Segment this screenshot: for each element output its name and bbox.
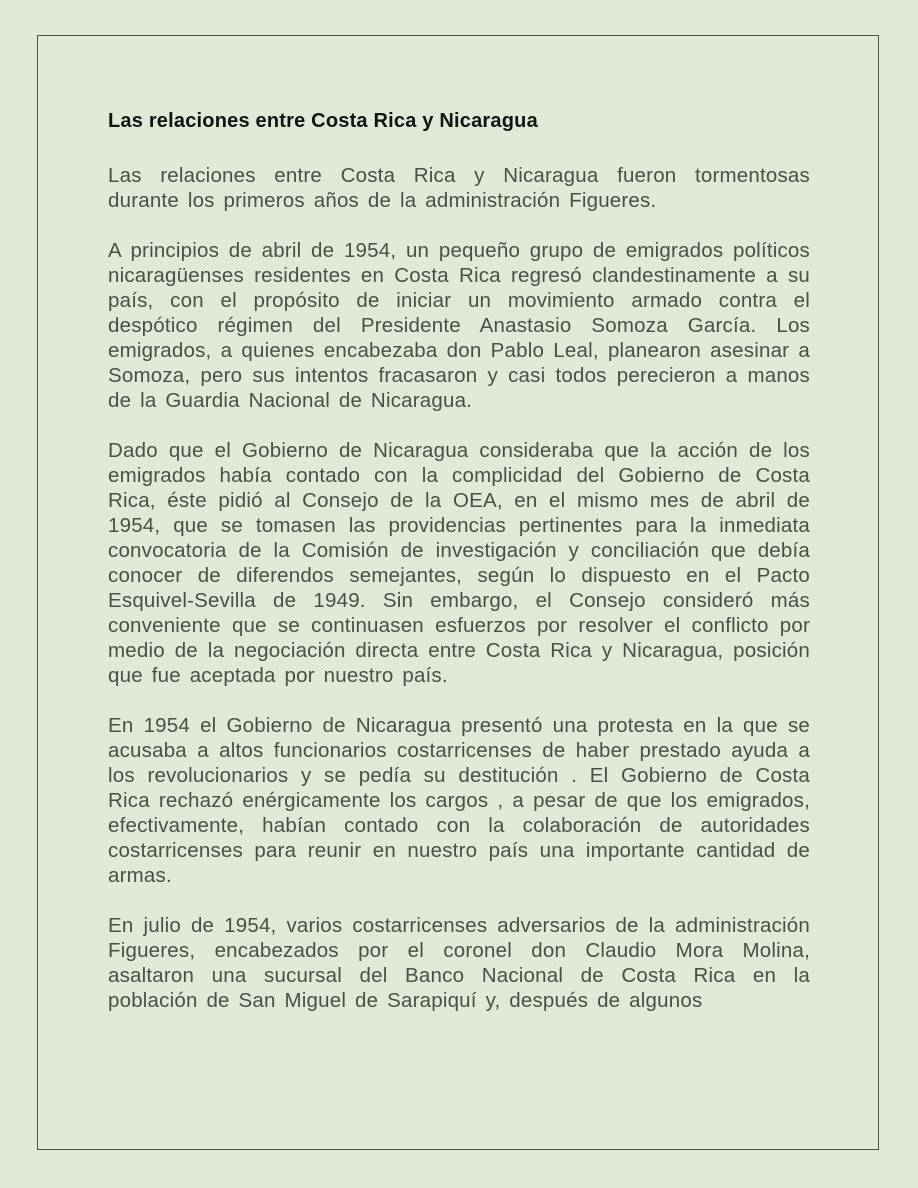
paragraph-intro: Las relaciones entre Costa Rica y Nicaragua fueron tormentosas durante los primeros años de la administración Figueres. <box>108 164 810 212</box>
paragraph-july-1954: En julio de 1954, varios costarricenses adversarios de la administración Figueres, encabezados por el coronel don Claudio Mora Molina, asaltaron una sucursal del Banco Nacional de Costa Rica en la población de San Miguel de Sarapiquí y, después de algunos <box>108 914 810 1012</box>
paragraph-oea-council: Dado que el Gobierno de Nicaragua consideraba que la acción de los emigrados había contado con la complicidad del Gobierno de Costa Rica, éste pidió al Consejo de la OEA, en el mismo mes de abril de 1954, que se tomasen las providencias pertinentes para la inmediata convocatoria de la Comisión de investigación y conciliación que debía conocer de diferendos semejantes, según lo dispuesto en el Pacto Esquivel-Sevilla de 1949. Sin embargo, el Consejo consideró más conveniente que se continuasen esfuerzos por resolver el conflicto por medio de la negociación directa entre Costa Rica y Nicaragua, posición que fue aceptada por nuestro país. <box>108 439 810 687</box>
document-title: Las relaciones entre Costa Rica y Nicaragua <box>108 110 538 132</box>
paragraph-april-1954: A principios de abril de 1954, un pequeño grupo de emigrados políticos nicaragüenses residentes en Costa Rica regresó clandestinamente a su país, con el propósito de iniciar un movimiento armado contra el despótico régimen del Presidente Anastasio Somoza García. Los emigrados, a quienes encabezaba don Pablo Leal, planearon asesinar a Somoza, pero sus intentos fracasaron y casi todos perecieron a manos de la Guardia Nacional de Nicaragua. <box>108 239 810 412</box>
paragraph-protest-1954: En 1954 el Gobierno de Nicaragua presentó una protesta en la que se acusaba a altos funcionarios costarricenses de haber prestado ayuda a los revolucionarios y se pedía su destitución . El Gobierno de Costa Rica rechazó enérgicamente los cargos , a pesar de que los emigrados, efectivamente, habían contado con la colaboración de autoridades costarricenses para reunir en nuestro país una importante cantidad de armas. <box>108 714 810 887</box>
page-frame <box>37 35 879 1150</box>
document-content <box>108 110 810 1013</box>
